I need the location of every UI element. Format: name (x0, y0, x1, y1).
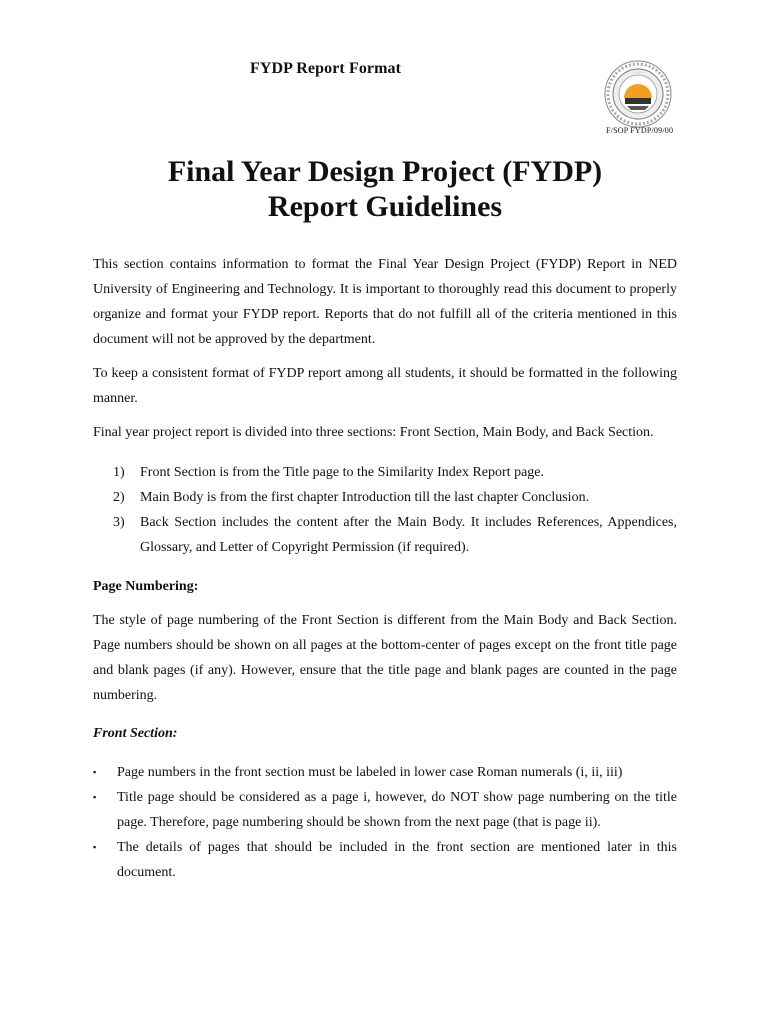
header-title: FYDP Report Format (250, 60, 402, 77)
list-item (93, 760, 677, 785)
list-text: Main Body is from the first chapter Introduction till the last chapter Conclusion. (140, 490, 590, 505)
bullet-icon: ▪ (93, 842, 97, 852)
list-item (93, 460, 677, 485)
document-body (93, 252, 677, 885)
sections-list (93, 460, 677, 560)
seal-icon (601, 60, 675, 134)
svg-text:· · · · · ·: · · · · · · (631, 70, 645, 75)
front-section-list (93, 760, 677, 885)
list-number: 1) (113, 465, 125, 480)
bullet-icon: ▪ (93, 792, 97, 802)
list-text: Front Section is from the Title page to the Similarity Index Report page. (140, 465, 545, 480)
page-numbering-heading: Page Numbering: (93, 579, 199, 594)
list-item (93, 835, 677, 885)
page-numbering-paragraph: The style of page numbering of the Front Section is different from the Main Body and Back Section. Page numbers should be shown on all pages at the bottom-center of pages except on the front title page and blank pages (if any). However, ensure that the title page and blank pages are counted in the page numbering. (93, 613, 677, 703)
list-text: Title page should be considered as a page i, however, do NOT show page numbering on the title page. Therefore, page numbering should be shown from the next page (that is page ii). (117, 790, 677, 830)
document-reference: F/SOP FYDP/09/00 (606, 126, 674, 135)
university-seal-logo (601, 60, 675, 134)
list-number: 3) (113, 515, 125, 530)
page-title (0, 154, 770, 224)
intro-paragraph-1: This section contains information to format the Final Year Design Project (FYDP) Report in NED University of Engineering and Technology. It is important to thoroughly read this document to properly organize and format your FYDP report. Reports that do not fulfill all of the criteria mentioned in this document will not be approved by the department. (93, 257, 677, 347)
list-text: The details of pages that should be included in the front section are mentioned later in this document. (117, 840, 677, 880)
list-item (93, 485, 677, 510)
front-section-heading: Front Section: (93, 726, 178, 741)
title-line-2: Report Guidelines (267, 190, 503, 223)
title-line-1: Final Year Design Project (FYDP) (167, 155, 603, 188)
intro-paragraph-2: To keep a consistent format of FYDP report among all students, it should be formatted in the following manner. (93, 366, 677, 406)
intro-paragraph-3: Final year project report is divided into three sections: Front Section, Main Body, and Back Section. (93, 425, 654, 440)
list-item (93, 785, 677, 835)
list-item (93, 510, 677, 560)
list-number: 2) (113, 490, 125, 505)
bullet-icon: ▪ (93, 767, 97, 777)
list-text: Back Section includes the content after the Main Body. It includes References, Appendices, Glossary, and Letter of Copyright Permission (if required). (140, 515, 677, 555)
list-text: Page numbers in the front section must be labeled in lower case Roman numerals (i, ii, iii) (117, 765, 623, 780)
